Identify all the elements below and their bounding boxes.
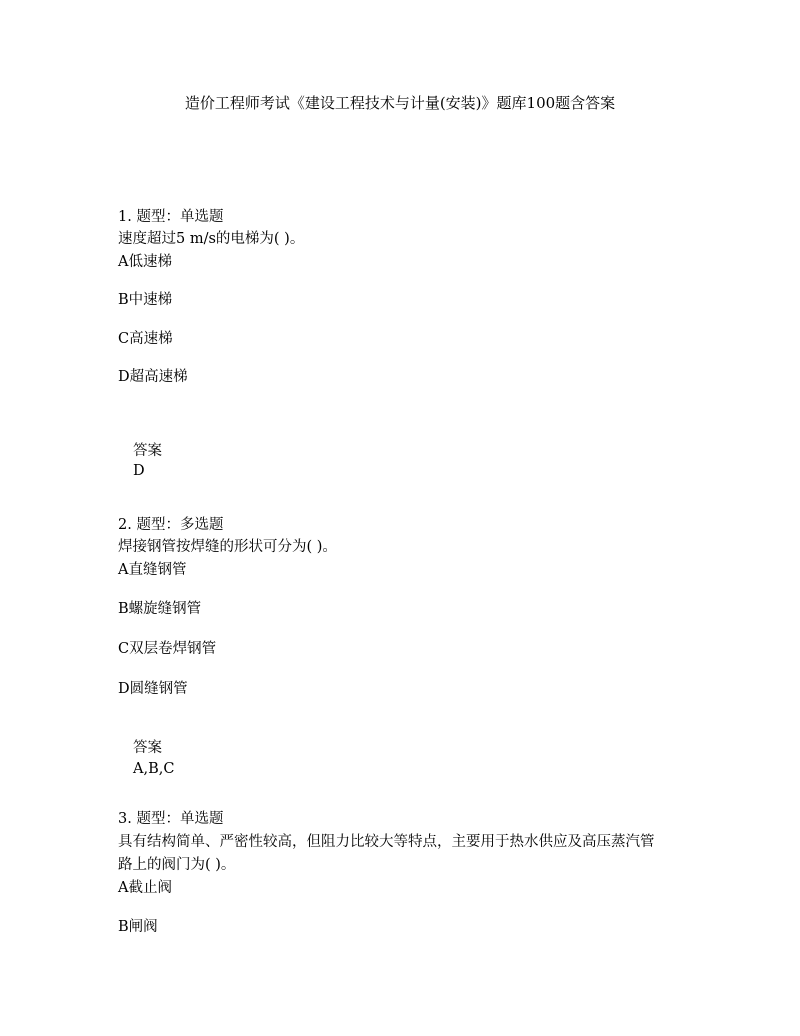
question-3-option-b: B闸阀 [118, 919, 158, 935]
question-2-header: 2. 题型：多选题 [118, 517, 224, 533]
question-2-option-a: A直缝钢管 [118, 562, 187, 578]
question-2-stem: 焊接钢管按焊缝的形状可分为( )。 [118, 539, 337, 555]
document-title: 造价工程师考试《建设工程技术与计量(安装)》题库100题含答案 [184, 94, 616, 112]
question-2-answer: A,B,C [133, 761, 175, 777]
question-3-header: 3. 题型：单选题 [118, 811, 224, 827]
question-2-option-b: B螺旋缝钢管 [118, 601, 202, 617]
question-1-header: 1. 题型：单选题 [118, 209, 224, 225]
question-3-option-a: A截止阀 [118, 880, 172, 896]
question-3-stem-line-2: 路上的阀门为( )。 [118, 857, 236, 873]
question-3-stem-line-1: 具有结构简单、严密性较高，但阻力比较大等特点，主要用于热水供应及高压蒸汽管 [118, 834, 655, 850]
question-2-option-c: C双层卷焊钢管 [118, 641, 217, 657]
question-1-answer: D [133, 463, 145, 479]
question-1-option-d: D超高速梯 [118, 369, 188, 385]
question-1-option-c: C高速梯 [118, 331, 173, 347]
question-1-answer-label: 答案 [133, 443, 162, 459]
question-1-option-a: A低速梯 [118, 254, 172, 270]
question-1-stem: 速度超过5 m/s的电梯为( )。 [118, 231, 305, 247]
question-2-answer-label: 答案 [133, 740, 162, 756]
question-1-option-b: B中速梯 [118, 292, 173, 308]
question-2-option-d: D圆缝钢管 [118, 681, 188, 697]
